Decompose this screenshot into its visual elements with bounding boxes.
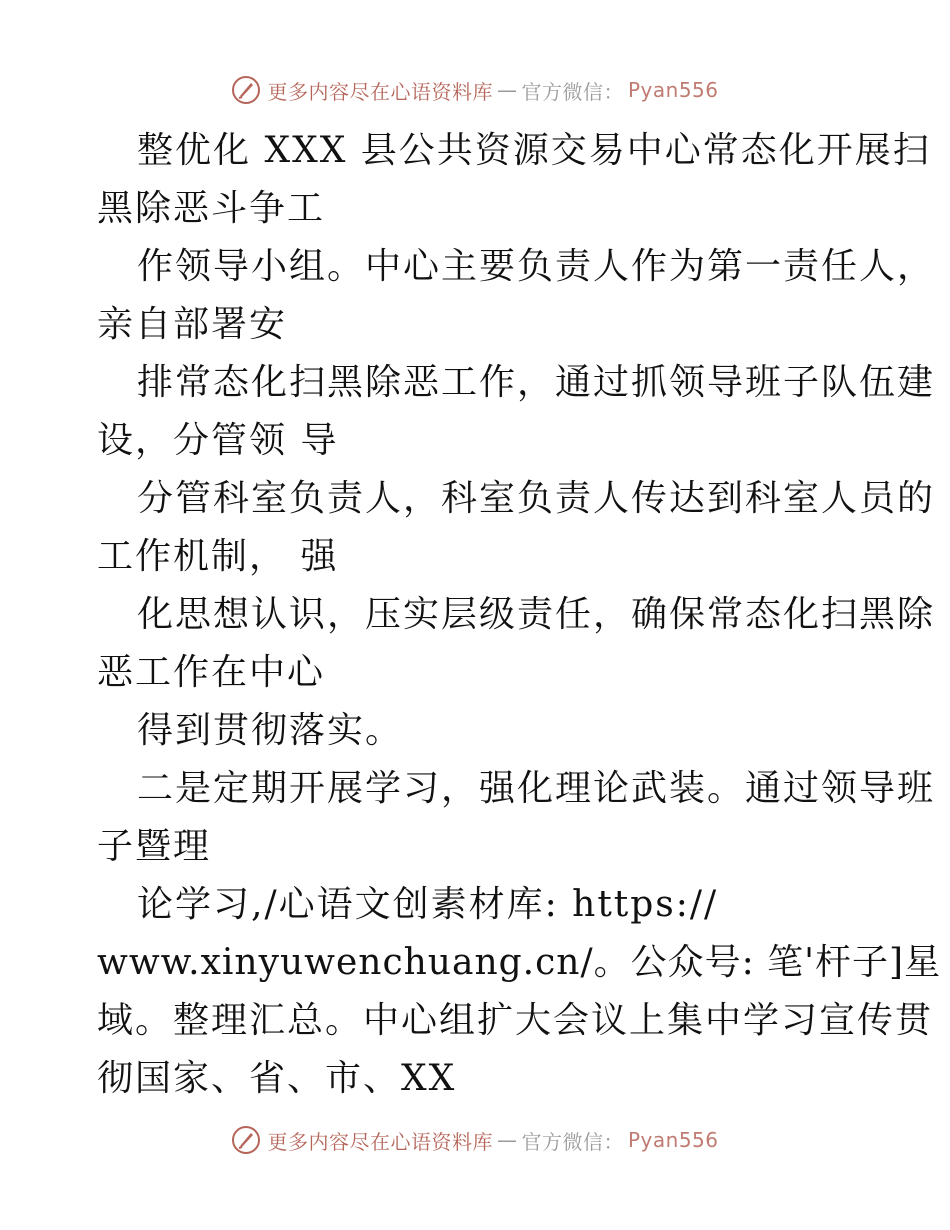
body-line: 整优化 XXX 县公共资源交易中心常态化开展扫 — [137, 130, 931, 171]
body-line: 设，分管领 导 — [97, 420, 339, 461]
watermark-wechat-id: Pyan556 — [627, 1128, 719, 1152]
body-line: 黑除恶斗争工 — [97, 188, 326, 229]
watermark-text: 更多内容尽在心语资料库 — [267, 1129, 493, 1154]
feather-pen-circle-icon — [231, 75, 261, 105]
body-line: 亲自部署安 — [97, 304, 288, 345]
body-line: 子暨理 — [97, 826, 212, 867]
header-watermark — [0, 70, 950, 110]
feather-pen-circle-icon — [231, 1125, 261, 1155]
body-line: 作领导小组。中心主要负责人作为第一责任人， — [137, 246, 936, 287]
body-line: www.xinyuwenchuang.cn/。公众号: 笔'杆子]星 — [97, 942, 942, 983]
watermark-text: 更多内容尽在心语资料库 — [267, 79, 493, 104]
body-line: 得到贯彻落实。 — [137, 710, 404, 751]
body-line: 分管科室负责人，科室负责人传达到科室人员的 — [137, 478, 936, 519]
body-line: 彻国家、省、市、XX — [97, 1058, 457, 1099]
watermark-separator: — — [496, 1128, 518, 1152]
body-line: 工作机制， 强 — [97, 536, 339, 577]
body-line: 化思想认识，压实层级责任，确保常态化扫黑除 — [137, 594, 936, 635]
watermark-wechat-id: Pyan556 — [627, 78, 719, 102]
body-line: 域。整理汇总。中心组扩大会议上集中学习宣传贯 — [97, 1000, 934, 1041]
body-line: 二是定期开展学习，强化理论武装。通过领导班 — [137, 768, 936, 809]
footer-watermark — [0, 1120, 950, 1160]
watermark-separator: — — [496, 78, 518, 102]
body-line: 论学习,/心语文创素材库: https:// — [137, 884, 719, 925]
watermark-official-label: 官方微信： — [521, 1129, 624, 1154]
body-line: 恶工作在中心 — [97, 652, 326, 693]
watermark-official-label: 官方微信： — [521, 79, 624, 104]
document-body — [97, 122, 942, 1108]
body-line: 排常态化扫黑除恶工作，通过抓领导班子队伍建 — [137, 362, 936, 403]
